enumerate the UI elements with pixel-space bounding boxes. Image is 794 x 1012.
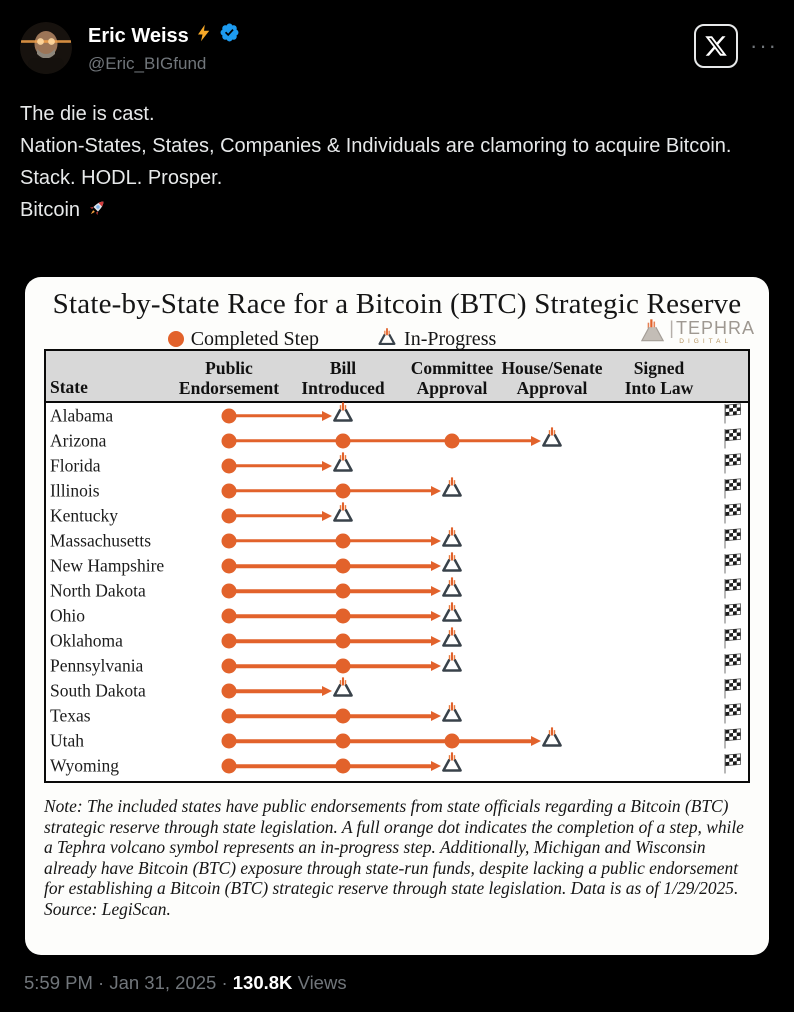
completed-step-dot bbox=[222, 408, 237, 423]
state-name: Massachusetts bbox=[50, 530, 152, 551]
state-name: Illinois bbox=[50, 480, 100, 501]
state-name: South Dakota bbox=[50, 680, 146, 701]
in-progress-volcano-icon bbox=[441, 526, 464, 553]
tweet-line: Bitcoin bbox=[20, 194, 778, 229]
finish-flag-icon bbox=[722, 702, 743, 730]
finish-flag-icon bbox=[722, 652, 743, 680]
state-name: Pennsylvania bbox=[50, 655, 144, 676]
completed-step-dot bbox=[222, 634, 237, 649]
finish-flag-icon bbox=[722, 552, 743, 580]
in-progress-volcano-icon bbox=[441, 701, 464, 728]
state-name: Alabama bbox=[50, 405, 114, 426]
tweet-line: Stack. HODL. Prosper. bbox=[20, 167, 223, 189]
x-logo-button[interactable] bbox=[694, 24, 738, 68]
in-progress-volcano-icon bbox=[541, 425, 564, 452]
table-row bbox=[46, 428, 748, 453]
table-row bbox=[46, 754, 748, 779]
in-progress-volcano-icon bbox=[441, 601, 464, 628]
completed-step-dot bbox=[336, 734, 351, 749]
table-row bbox=[46, 704, 748, 729]
column-header: Committee Approval bbox=[410, 358, 494, 398]
finish-flag-icon bbox=[722, 402, 743, 430]
finish-flag-icon bbox=[722, 452, 743, 480]
in-progress-volcano-icon bbox=[332, 451, 355, 478]
table-rows bbox=[46, 403, 748, 779]
timestamp: 5:59 PM · Jan 31, 2025 · bbox=[24, 972, 228, 993]
tephra-sub: DIGITAL bbox=[679, 338, 733, 346]
tephra-digital-logo: |TEPHRA DIGITAL bbox=[639, 317, 755, 348]
completed-step-dot bbox=[336, 609, 351, 624]
completed-step-dot bbox=[336, 558, 351, 573]
completed-step-dot bbox=[222, 458, 237, 473]
finish-flag-icon bbox=[722, 527, 743, 555]
in-progress-volcano-icon bbox=[441, 551, 464, 578]
column-header: Bill Introduced bbox=[301, 358, 385, 398]
finish-flag-icon bbox=[722, 752, 743, 780]
completed-step-dot bbox=[445, 433, 460, 448]
column-header: Public Endorsement bbox=[178, 358, 280, 398]
tweet-line: The die is cast. bbox=[20, 103, 155, 125]
table-row bbox=[46, 679, 748, 704]
completed-step-dot bbox=[222, 508, 237, 523]
column-header-state: State bbox=[50, 377, 88, 397]
table-row bbox=[46, 729, 748, 754]
finish-flag-icon bbox=[722, 627, 743, 655]
in-progress-volcano-icon bbox=[441, 751, 464, 778]
table-row bbox=[46, 654, 748, 679]
table-row bbox=[46, 403, 748, 428]
avatar-image bbox=[20, 22, 72, 74]
author-handle[interactable]: @Eric_BIGfund bbox=[88, 54, 207, 73]
rocket-icon bbox=[86, 197, 108, 229]
state-name: Oklahoma bbox=[50, 630, 123, 651]
in-progress-volcano-icon bbox=[441, 476, 464, 503]
completed-step-dot bbox=[336, 583, 351, 598]
source-text: Source: LegiScan. bbox=[44, 898, 171, 919]
legend-in-progress bbox=[377, 327, 496, 352]
finish-flag-icon bbox=[722, 502, 743, 530]
state-name: Wyoming bbox=[50, 755, 119, 776]
state-name: Ohio bbox=[50, 605, 85, 626]
completed-step-dot bbox=[222, 709, 237, 724]
completed-step-dot bbox=[222, 609, 237, 624]
tweet-line: Nation-States, States, Companies & Individuals are clamoring to acquire Bitcoin. bbox=[20, 135, 732, 157]
author-name[interactable]: Eric Weiss bbox=[88, 24, 189, 47]
verified-badge-icon bbox=[219, 22, 240, 49]
finish-flag-icon bbox=[722, 577, 743, 605]
x-logo-icon bbox=[704, 34, 728, 58]
completed-step-dot bbox=[222, 533, 237, 548]
in-progress-volcano-icon bbox=[377, 327, 397, 352]
more-button[interactable]: ··· bbox=[750, 33, 778, 58]
in-progress-volcano-icon bbox=[332, 400, 355, 427]
chart-note bbox=[44, 796, 752, 920]
state-name: Kentucky bbox=[50, 505, 119, 526]
state-name: North Dakota bbox=[50, 580, 146, 601]
chart-title: State-by-State Race for a Bitcoin (BTC) Strategic Reserve bbox=[52, 288, 742, 320]
avatar[interactable] bbox=[20, 22, 72, 74]
in-progress-volcano-icon bbox=[332, 676, 355, 703]
table-row bbox=[46, 578, 748, 603]
in-progress-volcano-icon bbox=[441, 626, 464, 653]
table-row bbox=[46, 528, 748, 553]
author-block bbox=[88, 22, 240, 74]
in-progress-volcano-icon bbox=[332, 501, 355, 528]
completed-step-dot bbox=[222, 759, 237, 774]
completed-step-dot bbox=[222, 734, 237, 749]
table-header bbox=[46, 351, 748, 403]
completed-step-dot bbox=[336, 659, 351, 674]
legend-label: Completed Step bbox=[190, 327, 320, 350]
completed-step-dot bbox=[222, 558, 237, 573]
state-name: Utah bbox=[50, 730, 85, 751]
legend-completed-step bbox=[168, 328, 319, 351]
column-header: House/Senate Approval bbox=[501, 358, 603, 398]
completed-step-dot bbox=[336, 433, 351, 448]
completed-step-dot bbox=[222, 433, 237, 448]
chart-media-card[interactable] bbox=[25, 277, 769, 955]
tweet-footer bbox=[24, 972, 347, 994]
table-row bbox=[46, 553, 748, 578]
table-row bbox=[46, 629, 748, 654]
state-name: Texas bbox=[50, 705, 91, 726]
finish-flag-icon bbox=[722, 602, 743, 630]
completed-step-dot bbox=[222, 583, 237, 598]
tephra-volcano-icon bbox=[639, 317, 666, 348]
legend-label: In-Progress bbox=[404, 327, 497, 350]
finish-flag-icon bbox=[722, 677, 743, 705]
lightning-bolt-icon bbox=[195, 23, 213, 49]
finish-flag-icon bbox=[722, 727, 743, 755]
race-table bbox=[44, 349, 750, 783]
column-header: Signed Into Law bbox=[624, 358, 694, 398]
table-row bbox=[46, 604, 748, 629]
state-name: Arizona bbox=[50, 430, 107, 451]
note-text: Note: The included states have public endorsements from state officials regarding a Bitcoin (BTC) strategic reserve through state legislation. A full orange dot indicates the completion of a step, while a Tephra volcano symbol represents an in-progress step. Additionally, Michigan and Wisconsin already have Bitcoin (BTC) exposure through state-run funds, despite lacking a public endorsement for establishing a Bitcoin (BTC) strategic reserve through state legislation. Data is as of 1/29/2025. bbox=[44, 796, 744, 899]
table-row bbox=[46, 503, 748, 528]
finish-flag-icon bbox=[722, 427, 743, 455]
completed-step-dot bbox=[336, 483, 351, 498]
completed-step-dot bbox=[445, 734, 460, 749]
table-row bbox=[46, 478, 748, 503]
state-name: New Hampshire bbox=[50, 555, 165, 576]
state-name: Florida bbox=[50, 455, 101, 476]
tephra-name: TEPHRA bbox=[675, 318, 755, 339]
completed-step-dot-icon bbox=[168, 331, 184, 347]
completed-step-dot bbox=[336, 634, 351, 649]
completed-step-dot bbox=[336, 709, 351, 724]
completed-step-dot bbox=[222, 659, 237, 674]
in-progress-volcano-icon bbox=[441, 576, 464, 603]
views-count: 130.8K bbox=[232, 972, 293, 993]
finish-flag-icon bbox=[722, 477, 743, 505]
completed-step-dot bbox=[336, 759, 351, 774]
tweet-text bbox=[20, 98, 778, 229]
completed-step-dot bbox=[336, 533, 351, 548]
post-header bbox=[20, 20, 778, 78]
completed-step-dot bbox=[222, 684, 237, 699]
in-progress-volcano-icon bbox=[541, 726, 564, 753]
completed-step-dot bbox=[222, 483, 237, 498]
in-progress-volcano-icon bbox=[441, 651, 464, 678]
views-label: Views bbox=[297, 972, 347, 993]
table-row bbox=[46, 453, 748, 478]
